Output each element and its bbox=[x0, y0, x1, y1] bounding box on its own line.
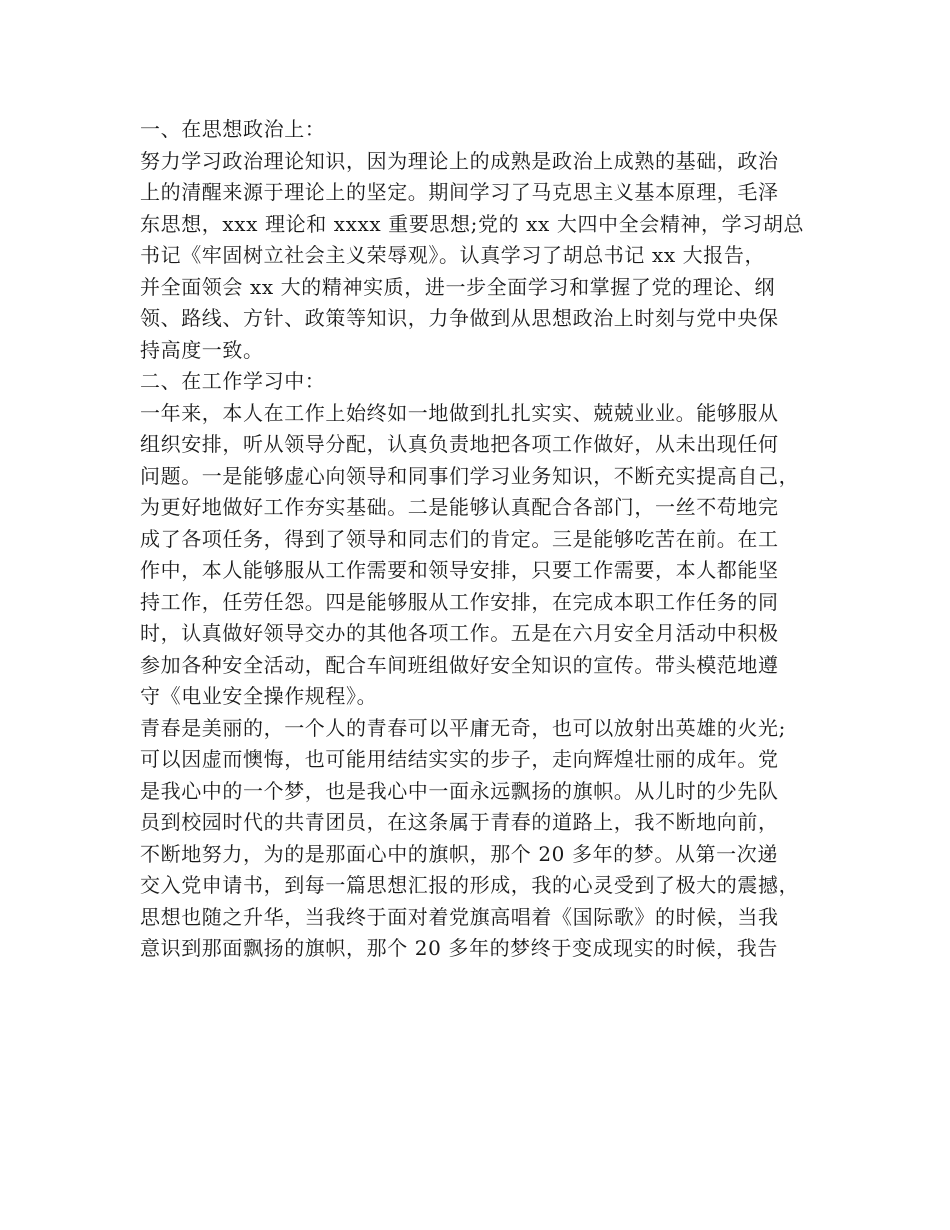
text-line: 为更好地做好工作夯实基础。二是能够认真配合各部门，一丝不苟地完 bbox=[140, 495, 779, 519]
text-line: 守《电业安全操作规程》。 bbox=[140, 684, 378, 708]
document-body bbox=[140, 114, 830, 965]
text-line: 思想也随之升华，当我终于面对着党旗高唱着《国际歌》的时候，当我 bbox=[140, 904, 779, 929]
text-line: 青春是美丽的，一个人的青春可以平庸无奇，也可以放射出英雄的火光; bbox=[140, 715, 786, 740]
text-line: 领、路线、方针、政策等知识，力争做到从思想政治上时刻与党中央保 bbox=[140, 306, 779, 330]
text-line: 组织安排，听从领导分配，认真负责地把各项工作做好，从未出现任何 bbox=[140, 432, 779, 456]
text-line: 不断地努力，为的是那面心中的旗帜，那个 20 多年的梦。从第一次递 bbox=[140, 841, 778, 866]
text-line: 作中，本人能够服从工作需要和领导安排，只要工作需要，本人都能坚 bbox=[140, 558, 779, 582]
text-line: 可以因虚而懊悔，也可能用结结实实的步子，走向辉煌壮丽的成年。党 bbox=[140, 747, 779, 771]
text-line: 持工作，任劳任怨。四是能够服从工作安排，在完成本职工作任务的同 bbox=[140, 589, 779, 614]
text-line: 成了各项任务，得到了领导和同志们的肯定。三是能够吃苦在前。在工 bbox=[140, 526, 779, 551]
text-line: 参加各种安全活动，配合车间班组做好安全知识的宣传。带头模范地遵 bbox=[140, 652, 779, 677]
text-line: 员到校园时代的共青团员，在这条属于青春的道路上，我不断地向前， bbox=[140, 810, 779, 834]
text-line: 一年来，本人在工作上始终如一地做到扎扎实实、兢兢业业。能够服从 bbox=[140, 400, 779, 425]
text-line: 持高度一致。 bbox=[140, 337, 264, 362]
text-line: 上的清醒来源于理论上的坚定。期间学习了马克思主义基本原理，毛泽 bbox=[140, 180, 779, 204]
text-line: 并全面领会 xx 大的精神实质，进一步全面学习和掌握了党的理论、纲 bbox=[140, 274, 776, 299]
text-line: 东思想，xxx 理论和 xxxx 重要思想;党的 xx 大四中全会精神，学习胡总 bbox=[140, 211, 805, 236]
text-line: 努力学习政治理论知识，因为理论上的成熟是政治上成熟的基础，政治 bbox=[140, 148, 779, 173]
text-line: 时，认真做好领导交办的其他各项工作。五是在六月安全月活动中积极 bbox=[140, 621, 779, 645]
text-line: 问题。一是能够虚心向领导和同事们学习业务知识，不断充实提高自己， bbox=[140, 463, 800, 488]
text-line: 交入党申请书，到每一篇思想汇报的形成，我的心灵受到了极大的震撼， bbox=[140, 873, 800, 897]
text-line: 意识到那面飘扬的旗帜，那个 20 多年的梦终于变成现实的时候，我告 bbox=[140, 936, 778, 960]
text-line: 是我心中的一个梦，也是我心中一面永远飘扬的旗帜。从儿时的少先队 bbox=[140, 778, 779, 803]
text-line: 书记《牢固树立社会主义荣辱观》。认真学习了胡总书记 xx 大报告， bbox=[140, 243, 766, 267]
section-heading-work: 二、在工作学习中： bbox=[140, 369, 326, 393]
section-heading-politics: 一、在思想政治上： bbox=[140, 117, 326, 141]
